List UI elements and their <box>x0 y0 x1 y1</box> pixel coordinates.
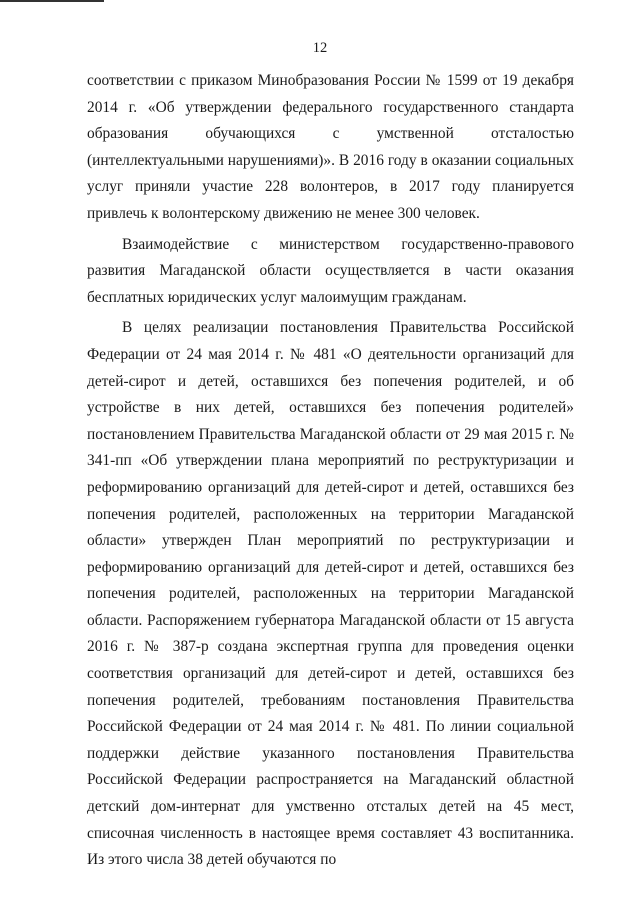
paragraph-volunteers: соответствии с приказом Минобразования России № 1599 от 19 декабря 2014 г. «Об утверждении федерального государственного стандарта образования обучающихся с умственной отсталостью (интеллектуальными нарушениями)». В 2016 году в оказании социальных услуг приняли участие 228 волонтеров, в 2017 году планируется привлечь к волонтерскому движению не менее 300 человек. <box>87 72 574 222</box>
paragraph-orphan-institutions: В целях реализации постановления Правительства Российской Федерации от 24 мая 2014 г. № 481 «О деятельности организаций для детей-сирот и детей, оставшихся без попечения родителей, и об устройстве в них детей, оставшихся без попечения родителей» постановлением Правительства Магаданской области от 29 мая 2015 г. № 341-пп «Об утверждении плана мероприятий по реструктуризации и реформированию организаций для детей-сирот и детей, оставшихся без попечения родителей, расположенных на территории Магаданской области» утвержден План мероприятий по реструктуризации и реформированию организаций для детей-сирот и детей, оставшихся без попечения родителей, расположенных на территории Магаданской области. Распоряжением губернатора Магаданской области от 15 августа 2016 г. № 387-р создана экспертная группа для проведения оценки соответствия организаций для детей-сирот и детей, оставшихся без попечения родителей, требованиям постановления Правительства Российской Федерации от 24 мая 2014 г. № 481. По линии социальной поддержки действие указанного постановления Правительства Российской Федерации распространяется на Магаданский областной детский дом-интернат для умственно отсталых детей на 45 мест, списочная численность в настоящее время составляет 43 воспитанника. Из этого числа 38 детей обучаются по <box>87 319 574 869</box>
page-number: 12 <box>312 40 328 56</box>
document-body <box>87 68 574 874</box>
scan-edge-mark <box>0 0 104 2</box>
paragraph-legal-aid: Взаимодействие с министерством государственно-правового развития Магаданской области осуществляется в части оказания бесплатных юридических услуг малоимущим гражданам. <box>87 235 574 306</box>
